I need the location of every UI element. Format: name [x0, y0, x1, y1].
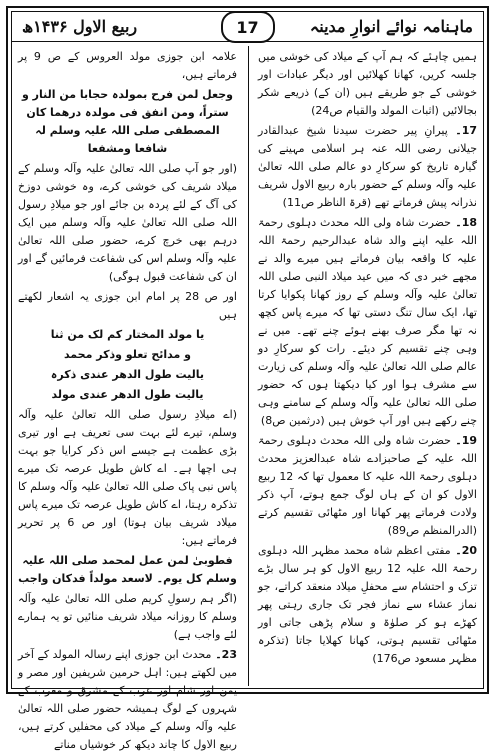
- paragraph: [18, 386, 237, 404]
- paragraph-text: حضرت شاہ ولی اللہ محدث دہلوی رحمۃ اللہ علیہ کے صاحبزادے شاہ عبدالعزیز محدث دہلوی رحمۃ اللہ علیہ کا معمول تھا کہ 12 ربیع الاول کو ان کے ہاں لوگ جمع ہوتے، آپ ذکر ولادت فرماتے پھر کھانا اور مٹھائی تقسیم کرتے (الدرالمنظم ص89): [258, 434, 477, 537]
- paragraph: [18, 326, 237, 344]
- paragraph-number: 23۔: [211, 648, 237, 661]
- paragraph: [18, 552, 237, 588]
- paragraph-text: (اگر ہم رسولِ کریم صلی اللہ تعالیٰ علیہ وآلہ وسلم کا روزانہ میلاد شریف منائیں تو یہ ہمارے لئے واجب ہے): [18, 592, 237, 641]
- paragraph-text: محدث ابن جوزی اپنے رسالہ المولد کے آخر میں لکھتے ہیں: اہل حرمین شریفین اور مصر و یمن اور شام اور عرب کے مشرق و مغرب کے شہروں کے لوگ ہمیشہ حضور صلی اللہ تعالیٰ علیہ وآلہ وسلم کے میلاد کی محفلیں کرتے ہیں، ربیع الاول کا چاند دیکھ کر خوشیاں مناتے: [18, 648, 237, 751]
- paragraph-text: اور ص 28 پر امام ابن جوزی یہ اشعار لکھتے ہیں: [18, 290, 237, 321]
- paragraph: [18, 406, 237, 550]
- paragraph-text: وجعل لمن فرح بمولدہ حجابا من النار و ستراً، ومن انفق فی مولدہ درھما کان المصطفی صلی اللہ علیہ وسلم لہ شافعا ومشفعا: [22, 88, 233, 155]
- paragraph-text: (اور جو آپ صلی اللہ تعالیٰ علیہ وآلہ وسلم کے میلاد شریف کی خوشی کرے، وہ خوشی دوزخ کی آگ کے لئے پردہ بن جائے اور جو میلادِ رسول اللہ صلی اللہ تعالیٰ علیہ وآلہ وسلم میں ایک درہم بھی خرچ کرے، حضور صلی اللہ تعالیٰ علیہ وآلہ وسلم اس کی شفاعت فرمائیں گے اور ان کی شفاعت قبول ہوگی): [18, 162, 237, 283]
- paragraph-number: 20۔: [450, 544, 477, 557]
- paragraph: [18, 288, 237, 324]
- paragraph: [18, 366, 237, 384]
- paragraph: [18, 48, 237, 84]
- issue-date: ربیع الاول ۱۴۳۶ھ: [22, 17, 138, 36]
- paragraph-number: 18۔: [450, 216, 478, 229]
- paragraph-text: (اے میلادِ رسول صلی اللہ تعالیٰ علیہ وآلہ وسلم، تیرے لئے بہت سی تعریف ہے اور تیری بڑی عظمت ہے جیسے اس ذکر کرایا جو بہت ہی اچھا ہے۔ اے کاش طویل عرصہ تک میرے پاس نبی پاک صلی اللہ تعالیٰ علیہ وآلہ وسلم کا تذکرہ رہتا، اے کاش طویل عرصہ تک میرے پاس میلاد شریف بیان ہوتا) اور ص 6 پر تحریر فرماتے ہیں:: [18, 408, 237, 547]
- paragraph-text: حضرت شاہ ولی اللہ محدث دہلوی رحمۃ اللہ علیہ اپنے والد شاہ عبدالرحیم رحمۃ اللہ علیہ کا واقعہ بیان فرماتے ہیں میرے والد نے مجھے خبر دی کہ میں عید میلاد النبی صلی اللہ تعالیٰ علیہ وآلہ وسلم کے روز کھانا پکوایا کرتا تھا، ایک سال تنگ دستی تھا کہ میرے پاس کچھ نہ تھا مگر صرف بھنے ہوئے چنے تھے۔ میں نے وہی چنے تقسیم کر دیئے۔ رات کو سرکارِ دو عالم صلی اللہ تعالیٰ علیہ وآلہ وسلم کی زیارت سے مشرف ہوا اور کیا دیکھتا ہوں کہ حضور صلی اللہ تعالیٰ علیہ وآلہ وسلم کے سامنے وہی چنے رکھے ہیں اور آپ خوش ہیں (درثمین ص8): [258, 216, 477, 427]
- left-column: [12, 48, 243, 751]
- paragraph: [258, 432, 477, 540]
- paragraph-text: یا مولد المختار کم لک من ثنا: [50, 328, 205, 341]
- paragraph-number: 19۔: [450, 434, 478, 447]
- column-divider: [248, 46, 249, 686]
- paragraph: [258, 214, 477, 430]
- paragraph: [18, 346, 237, 364]
- paragraph-text: علامہ ابن جوزی مولد العروس کے ص 9 پر فرماتے ہیں،: [18, 50, 237, 81]
- paragraph-number: 17۔: [447, 124, 477, 137]
- paragraph-text: ہمیں چاہئے کہ ہم آپ کے میلاد کی خوشی میں جلسہ کریں، کھانا کھلائیں اور دیگر عبادات اور خوشی کے جو طریقے ہیں (ان کے) ذریعے شکر بجالائیں (اثبات المولد والقیام ص24): [258, 50, 477, 117]
- paragraph: [258, 48, 477, 120]
- paragraph: [18, 590, 237, 644]
- paragraph-text: یالیت طول الدھر عندی مولد: [51, 388, 204, 401]
- paragraph-text: پیرانِ پیر حضرت سیدنا شیخ عبدالقادر جیلانی رضی اللہ عنہ ہر اسلامی مہینے کی گیارہ تاریخ کو سرکارِ دو عالم صلی اللہ تعالیٰ علیہ وآلہ وسلم کے حضور بارہ ربیع الاول شریف نذرانہ پیش فرماتے تھے (قرۃ الناظر ص11): [258, 124, 477, 209]
- paragraph: [18, 86, 237, 158]
- page-number-badge: 17: [221, 11, 275, 43]
- magazine-title: ماہنامہ نوائے انوارِ مدینہ: [309, 17, 473, 36]
- magazine-page: [6, 6, 489, 751]
- paragraph-text: و مدائح تعلو وذکر محمد: [63, 348, 192, 361]
- right-column: [252, 48, 483, 684]
- paragraph-text: مفتی اعظم شاہ محمد مظہر اللہ دہلوی رحمۃ اللہ علیہ 12 ربیع الاول کو ہر سال بڑے تزک و احتشام سے محفلِ میلاد منعقد کراتے، جو نماز عشاء سے نماز فجر تک جاری رہتی پھر کھڑے ہو کر صلوٰۃ و سلام پڑھی جاتی اور مٹھائی تقسیم ہوتی، کھانا کھلایا جاتا (تذکرہ مظہر مسعود ص176): [258, 544, 478, 665]
- paragraph: [258, 542, 477, 668]
- paragraph-text: یالیت طول الدھر عندی ذکرہ: [50, 368, 205, 381]
- paragraph-text: فطوبیٰ لمن عمل لمحمد صلی اللہ علیہ وسلم کل یوم۔ لاسعد مولداً فدکان واجب: [18, 554, 237, 585]
- paragraph: [18, 646, 237, 754]
- paragraph: [258, 122, 477, 212]
- paragraph: [18, 160, 237, 286]
